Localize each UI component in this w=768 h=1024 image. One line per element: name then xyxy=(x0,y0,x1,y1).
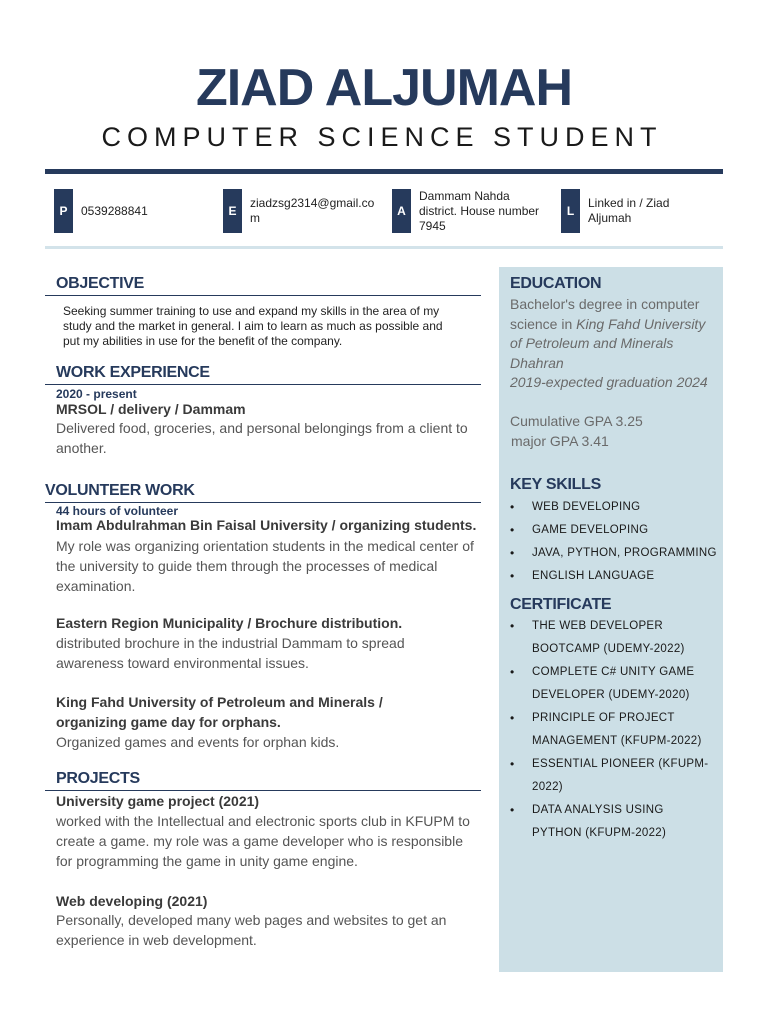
volunteer-item-desc: My role was organizing orientation students in the medical center of the university to guide them through the processes of medical examination. xyxy=(56,538,474,594)
volunteer-rule xyxy=(45,502,481,503)
volunteer-heading: VOLUNTEER WORK xyxy=(45,482,195,499)
volunteer-item-desc: distributed brochure in the industrial Dammam to spread awareness toward environmental issues. xyxy=(56,635,405,671)
volunteer-item-title: Eastern Region Municipality / Brochure distribution. xyxy=(56,615,403,631)
volunteer-hours: 44 hours of volunteer xyxy=(56,504,179,518)
skill-item: • ENGLISH LANGUAGE xyxy=(510,565,722,588)
volunteer-item-title: King Fahd University of Petroleum and Minerals / organizing game day for orphans. xyxy=(56,694,383,730)
contact-phone xyxy=(54,189,148,233)
work-date: 2020 - present xyxy=(56,387,137,401)
skills-heading: KEY SKILLS xyxy=(510,476,601,493)
work-desc: Delivered food, groceries, and personal belongings from a client to another. xyxy=(56,420,468,456)
education-line: Dhahran xyxy=(510,354,564,371)
project-title: Web developing (2021) xyxy=(56,893,208,909)
cumulative-gpa: Cumulative GPA 3.25 xyxy=(510,413,643,429)
phone-badge-icon: P xyxy=(54,189,73,233)
contact-divider xyxy=(45,246,723,249)
linkedin-badge-icon: L xyxy=(561,189,580,233)
contact-email xyxy=(223,189,385,233)
skills-list xyxy=(510,496,722,588)
address-badge-icon: A xyxy=(392,189,411,233)
work-rule xyxy=(45,384,481,385)
phone-text: 0539288841 xyxy=(81,203,148,218)
certificate-item: • THE WEB DEVELOPER BOOTCAMP (UDEMY-2022) xyxy=(510,615,715,661)
volunteer-item-title: Imam Abdulrahman Bin Faisal University / organizing students. xyxy=(56,517,477,533)
education-heading: EDUCATION xyxy=(510,275,602,292)
certificate-item: • COMPLETE C# UNITY GAME DEVELOPER (UDEMY-2020) xyxy=(510,661,715,707)
header-divider xyxy=(45,169,723,174)
education-line: of Petroleum and Minerals xyxy=(510,335,674,351)
skill-item: • GAME DEVELOPING xyxy=(510,519,722,542)
contact-address xyxy=(392,189,559,233)
objective-heading: OBJECTIVE xyxy=(56,275,144,292)
project-title: University game project (2021) xyxy=(56,793,260,809)
address-text: Dammam Nahda district. House number 7945 xyxy=(419,188,540,233)
skill-item: • JAVA, PYTHON, PROGRAMMING xyxy=(510,542,722,565)
objective-text: Seeking summer training to use and expand my skills in the area of my study and the market in general. I aim to learn as much as possible and put my abilities in use for the benefit of the company. xyxy=(63,304,443,348)
education-line: 2019-expected graduation 2024 xyxy=(510,374,708,390)
certificate-item: • PRINCIPLE OF PROJECT MANAGEMENT (KFUPM-2022) xyxy=(510,707,715,753)
email-badge-icon: E xyxy=(223,189,242,233)
education-line: Bachelor's degree in computer xyxy=(510,296,700,312)
volunteer-item-desc: Organized games and events for orphan kids. xyxy=(56,734,340,750)
education-degree xyxy=(510,295,720,393)
email-text[interactable]: ziadzsg2314@gmail.co m xyxy=(250,196,375,225)
skill-item: • WEB DEVELOPING xyxy=(510,496,722,519)
projects-heading: PROJECTS xyxy=(56,770,140,787)
work-role: MRSOL / delivery / Dammam xyxy=(56,401,246,417)
resume-name: ZIAD ALJUMAH xyxy=(195,59,573,117)
contact-linkedin xyxy=(561,189,708,233)
objective-rule xyxy=(45,295,481,296)
resume-title: COMPUTER SCIENCE STUDENT xyxy=(101,122,663,152)
education-gpa xyxy=(510,412,720,451)
project-desc: Personally, developed many web pages and websites to get an experience in web development. xyxy=(56,912,447,948)
certificate-heading: CERTIFICATE xyxy=(510,596,612,613)
work-heading: WORK EXPERIENCE xyxy=(56,364,210,381)
certificate-item: • DATA ANALYSIS USING PYTHON (KFUPM-2022) xyxy=(510,799,715,845)
certificate-item: • ESSENTIAL PIONEER (KFUPM-2022) xyxy=(510,753,715,799)
certificate-list xyxy=(510,615,715,845)
major-gpa: major GPA 3.41 xyxy=(511,432,609,449)
project-desc: worked with the Intellectual and electronic sports club in KFUPM to create a game. my role was a game developer who is responsible for programming the game in unity game engine. xyxy=(56,813,470,869)
linkedin-text[interactable]: Linked in / Ziad Aljumah xyxy=(588,196,670,225)
education-line: science in King Fahd University xyxy=(510,315,706,332)
